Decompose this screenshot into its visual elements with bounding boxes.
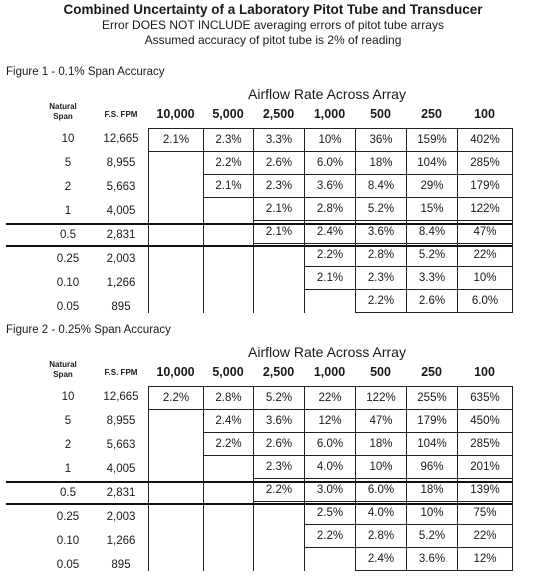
table-cell: 2.2%: [356, 290, 407, 313]
table-row: [149, 152, 513, 175]
table-cell: 2.2%: [305, 244, 356, 267]
column-header: 100: [474, 365, 495, 379]
table-cell: 2.4%: [305, 221, 356, 244]
fs-fpm-value: 5,663: [106, 181, 136, 193]
fs-fpm-value: 5,663: [106, 439, 136, 451]
natural-span-value: 5: [64, 415, 72, 427]
fs-fpm-header: F.S. FPM: [104, 110, 138, 119]
table-cell: 2.1%: [305, 267, 356, 290]
fs-fpm-value: 895: [111, 301, 131, 313]
column-header: 5,000: [212, 365, 244, 379]
uncertainty-table: [148, 128, 513, 313]
table-cell: 2.6%: [407, 290, 458, 313]
table-row: [149, 456, 513, 479]
table-cell: [149, 410, 204, 433]
table-cell: 96%: [407, 456, 458, 479]
fs-fpm-value: 2,003: [106, 253, 136, 265]
table-cell: 6.0%: [305, 152, 356, 175]
natural-span-value: 1: [64, 463, 72, 475]
table-cell: 3.3%: [254, 129, 305, 152]
airflow-label: Airflow Rate Across Array: [248, 344, 406, 360]
table-cell: 104%: [407, 152, 458, 175]
table-row: [149, 433, 513, 456]
document-title: Combined Uncertainty of a Laboratory Pitot Tube and Transducer: [63, 2, 483, 17]
table-cell: 3.6%: [305, 175, 356, 198]
table-cell: 8.4%: [407, 221, 458, 244]
table-cell: 4.0%: [356, 502, 407, 525]
figure-caption: Figure 1 - 0.1% Span Accuracy: [6, 66, 165, 78]
natural-span-value: 1: [64, 205, 72, 217]
table-row: [149, 290, 513, 313]
table-cell: 5.2%: [356, 198, 407, 221]
fs-fpm-header: F.S. FPM: [104, 368, 138, 377]
table-cell: 6.0%: [305, 433, 356, 456]
table-cell: 29%: [407, 175, 458, 198]
natural-span-value: 2: [64, 181, 72, 193]
table-cell: 47%: [356, 410, 407, 433]
table-cell: [149, 152, 204, 175]
table-cell: 47%: [458, 221, 513, 244]
table-cell: 22%: [458, 244, 513, 267]
table-row: [149, 267, 513, 290]
natural-span-value: 0.05: [56, 301, 80, 313]
fs-fpm-value: 4,005: [106, 463, 136, 475]
table-cell: [254, 267, 305, 290]
natural-span-value: 10: [61, 391, 75, 403]
table-cell: 2.3%: [254, 175, 305, 198]
natural-span-header: Natural Span: [49, 360, 77, 379]
subtitle-error-note: Error DOES NOT INCLUDE averaging errors of pitot tube arrays: [102, 18, 444, 32]
column-header: 1,000: [313, 107, 346, 121]
natural-span-value: 5: [64, 157, 72, 169]
table-cell: [149, 456, 204, 479]
table-cell: 18%: [407, 479, 458, 502]
table-cell: 18%: [356, 152, 407, 175]
natural-span-value: 10: [61, 133, 75, 145]
table-cell: 2.2%: [254, 479, 305, 502]
table-cell: 3.0%: [305, 479, 356, 502]
table-cell: 2.3%: [254, 456, 305, 479]
table-cell: 6.0%: [458, 290, 513, 313]
fs-fpm-value: 895: [111, 559, 131, 571]
table-cell: [254, 290, 305, 313]
column-header: 2,500: [262, 365, 295, 379]
table-row: [149, 410, 513, 433]
natural-span-value: 0.5: [60, 487, 76, 499]
column-header: 500: [370, 107, 391, 121]
table-cell: [204, 525, 254, 548]
uncertainty-table: [148, 386, 513, 571]
table-cell: 5.2%: [407, 525, 458, 548]
table-cell: 36%: [356, 129, 407, 152]
column-header: 500: [370, 365, 391, 379]
table-row: [149, 198, 513, 221]
table-cell: 255%: [407, 387, 458, 410]
table-cell: [305, 548, 356, 571]
table-cell: 2.8%: [356, 244, 407, 267]
table-cell: 635%: [458, 387, 513, 410]
natural-span-value: 0.05: [56, 559, 80, 571]
table-cell: 2.2%: [305, 525, 356, 548]
table-cell: [204, 290, 254, 313]
table-cell: 10%: [356, 456, 407, 479]
table-row: [149, 175, 513, 198]
fs-fpm-value: 12,665: [103, 391, 139, 403]
table-cell: 122%: [356, 387, 407, 410]
table-row: [149, 129, 513, 152]
table-cell: 5.2%: [407, 244, 458, 267]
column-header: 250: [421, 365, 442, 379]
table-row: [149, 548, 513, 571]
table-cell: 2.1%: [254, 198, 305, 221]
table-row: [149, 525, 513, 548]
column-header: 1,000: [313, 365, 346, 379]
table-cell: 4.0%: [305, 456, 356, 479]
table-cell: 5.2%: [254, 387, 305, 410]
natural-span-value: 0.25: [56, 511, 80, 523]
highlighted-row-outline: [6, 223, 512, 247]
table-cell: [254, 548, 305, 571]
subtitle-accuracy-note: Assumed accuracy of pitot tube is 2% of reading: [144, 33, 402, 47]
table-cell: 159%: [407, 129, 458, 152]
table-cell: 8.4%: [356, 175, 407, 198]
figure-caption: Figure 2 - 0.25% Span Accuracy: [6, 324, 171, 336]
natural-span-value: 0.25: [56, 253, 80, 265]
table-cell: 3.6%: [254, 410, 305, 433]
table-cell: 122%: [458, 198, 513, 221]
table-cell: [204, 267, 254, 290]
column-header: 250: [421, 107, 442, 121]
table-cell: 6.0%: [356, 479, 407, 502]
table-cell: 285%: [458, 152, 513, 175]
natural-span-value: 2: [64, 439, 72, 451]
table-cell: [149, 175, 204, 198]
table-cell: [204, 456, 254, 479]
table-cell: [204, 548, 254, 571]
table-cell: 2.1%: [204, 175, 254, 198]
table-cell: 22%: [458, 525, 513, 548]
table-cell: [305, 290, 356, 313]
highlighted-row-outline: [6, 481, 512, 505]
table-cell: 402%: [458, 129, 513, 152]
table-cell: 285%: [458, 433, 513, 456]
fs-fpm-value: 2,003: [106, 511, 136, 523]
column-header: 10,000: [156, 365, 195, 379]
fs-fpm-value: 2,831: [106, 229, 136, 241]
table-cell: 3.6%: [407, 548, 458, 571]
table-cell: 3.6%: [356, 221, 407, 244]
fs-fpm-value: 4,005: [106, 205, 136, 217]
table-cell: 15%: [407, 198, 458, 221]
table-cell: 2.6%: [254, 433, 305, 456]
table-cell: [149, 548, 204, 571]
table-cell: [254, 525, 305, 548]
table-cell: 179%: [458, 175, 513, 198]
table-cell: [149, 267, 204, 290]
table-cell: 104%: [407, 433, 458, 456]
fs-fpm-value: 12,665: [103, 133, 139, 145]
table-cell: 2.8%: [356, 525, 407, 548]
table-cell: 2.2%: [204, 152, 254, 175]
table-cell: 201%: [458, 456, 513, 479]
table-cell: 2.5%: [305, 502, 356, 525]
table-cell: 10%: [305, 129, 356, 152]
table-cell: 22%: [305, 387, 356, 410]
table-cell: 2.2%: [204, 433, 254, 456]
column-header: 10,000: [156, 107, 195, 121]
table-cell: [149, 525, 204, 548]
column-header: 5,000: [212, 107, 244, 121]
table-cell: 2.4%: [356, 548, 407, 571]
column-header: 100: [474, 107, 495, 121]
table-cell: 2.1%: [254, 221, 305, 244]
table-cell: 139%: [458, 479, 513, 502]
table-cell: 179%: [407, 410, 458, 433]
table-cell: [149, 433, 204, 456]
table-cell: 2.2%: [149, 387, 204, 410]
table-cell: 450%: [458, 410, 513, 433]
table-cell: [204, 198, 254, 221]
table-row: [149, 387, 513, 410]
table-cell: 10%: [458, 267, 513, 290]
natural-span-value: 0.10: [56, 277, 80, 289]
table-cell: 12%: [458, 548, 513, 571]
fs-fpm-value: 8,955: [106, 415, 136, 427]
table-cell: 2.8%: [204, 387, 254, 410]
table-cell: [149, 290, 204, 313]
airflow-label: Airflow Rate Across Array: [248, 86, 406, 102]
table-cell: 2.3%: [204, 129, 254, 152]
table-cell: 2.3%: [356, 267, 407, 290]
table-cell: 10%: [407, 502, 458, 525]
fs-fpm-value: 8,955: [106, 157, 136, 169]
table-cell: 3.3%: [407, 267, 458, 290]
table-cell: 2.8%: [305, 198, 356, 221]
table-cell: 12%: [305, 410, 356, 433]
table-cell: 2.4%: [204, 410, 254, 433]
table-cell: 18%: [356, 433, 407, 456]
column-header: 2,500: [262, 107, 295, 121]
natural-span-header: Natural Span: [49, 102, 77, 121]
natural-span-value: 0.5: [60, 229, 76, 241]
table-cell: 2.1%: [149, 129, 204, 152]
table-cell: 2.6%: [254, 152, 305, 175]
fs-fpm-value: 1,266: [106, 277, 136, 289]
table-cell: [149, 198, 204, 221]
fs-fpm-value: 1,266: [106, 535, 136, 547]
table-cell: 75%: [458, 502, 513, 525]
fs-fpm-value: 2,831: [106, 487, 136, 499]
natural-span-value: 0.10: [56, 535, 80, 547]
